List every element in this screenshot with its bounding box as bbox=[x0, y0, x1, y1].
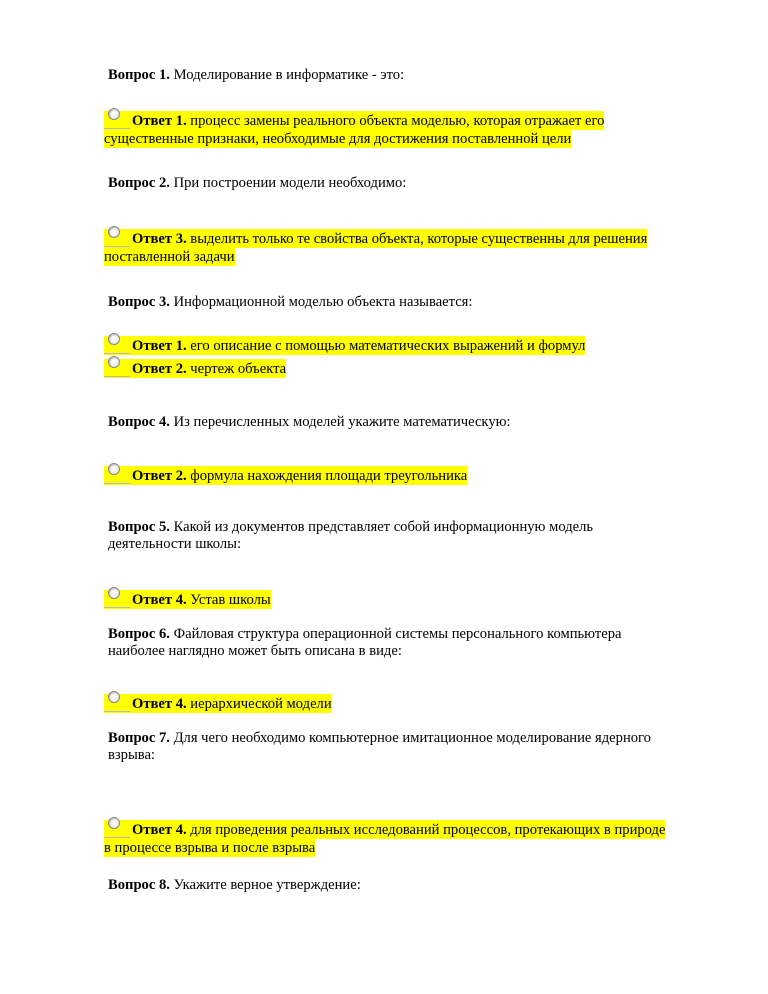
question-2 bbox=[108, 175, 728, 192]
radio-button-icon[interactable] bbox=[104, 466, 132, 482]
question-6 bbox=[108, 626, 728, 660]
answer-5-1 bbox=[104, 590, 724, 609]
answer-label: Ответ 1. bbox=[132, 113, 187, 129]
question-text: Информационной моделью объекта называется: bbox=[169, 294, 473, 310]
answer-label: Ответ 3. bbox=[132, 231, 187, 247]
question-text: Для чего необходимо компьютерное имитационное моделирование ядерного bbox=[169, 730, 651, 746]
radio-button-icon[interactable] bbox=[104, 820, 132, 836]
answer-label: Ответ 4. bbox=[132, 696, 187, 712]
radio-button-icon[interactable] bbox=[104, 111, 132, 127]
question-1 bbox=[108, 67, 728, 84]
question-text-line2: деятельности школы: bbox=[108, 536, 242, 552]
radio-button-icon[interactable] bbox=[104, 359, 132, 375]
answer-label: Ответ 4. bbox=[132, 822, 187, 838]
answer-text: чертеж объекта bbox=[186, 361, 287, 377]
question-label: Вопрос 4. bbox=[108, 414, 170, 430]
question-text: Укажите верное утверждение: bbox=[169, 877, 361, 893]
answer-text: Устав школы bbox=[186, 592, 271, 608]
radio-button-icon[interactable] bbox=[104, 229, 132, 245]
question-4 bbox=[108, 414, 728, 431]
question-text: Моделирование в информатике - это: bbox=[169, 67, 405, 83]
answer-label: Ответ 2. bbox=[132, 468, 187, 484]
question-label: Вопрос 7. bbox=[108, 730, 170, 746]
question-text-line2: взрыва: bbox=[108, 747, 155, 763]
question-text: Какой из документов представляет собой информационную модель bbox=[169, 519, 594, 535]
answer-label: Ответ 2. bbox=[132, 361, 187, 377]
answer-text: для проведения реальных исследований процессов, протекающих в природе bbox=[186, 822, 666, 838]
question-text: Из перечисленных моделей укажите математическую: bbox=[169, 414, 511, 430]
radio-button-icon[interactable] bbox=[104, 694, 132, 710]
answer-text-line2: в процессе взрыва и после взрыва bbox=[104, 840, 316, 856]
answer-text-line2: поставленной задачи bbox=[104, 249, 235, 265]
answer-label: Ответ 1. bbox=[132, 338, 187, 354]
answer-text-line2: существенные признаки, необходимые для достижения поставленной цели bbox=[104, 131, 572, 147]
question-label: Вопрос 1. bbox=[108, 67, 170, 83]
question-7 bbox=[108, 730, 728, 764]
answer-4-1 bbox=[104, 466, 724, 485]
answer-1-1 bbox=[104, 111, 724, 148]
question-label: Вопрос 5. bbox=[108, 519, 170, 535]
question-text-line2: наиболее наглядно может быть описана в виде: bbox=[108, 643, 402, 659]
answer-3-2 bbox=[104, 359, 724, 378]
answer-text: формула нахождения площади треугольника bbox=[186, 468, 468, 484]
question-label: Вопрос 6. bbox=[108, 626, 170, 642]
answer-2-1 bbox=[104, 229, 724, 266]
question-5 bbox=[108, 519, 728, 553]
question-text: При построении модели необходимо: bbox=[169, 175, 407, 191]
answer-text: иерархической модели bbox=[186, 696, 332, 712]
answer-6-1 bbox=[104, 694, 724, 713]
question-8 bbox=[108, 877, 728, 894]
question-text: Файловая структура операционной системы персонального компьютера bbox=[169, 626, 622, 642]
question-label: Вопрос 3. bbox=[108, 294, 170, 310]
radio-button-icon[interactable] bbox=[104, 590, 132, 606]
question-label: Вопрос 2. bbox=[108, 175, 170, 191]
answer-7-1 bbox=[104, 820, 724, 857]
question-3 bbox=[108, 294, 728, 311]
question-label: Вопрос 8. bbox=[108, 877, 170, 893]
answer-text: его описание с помощью математических выражений и формул bbox=[186, 338, 586, 354]
answer-text: выделить только те свойства объекта, которые существенны для решения bbox=[186, 231, 648, 247]
answer-label: Ответ 4. bbox=[132, 592, 187, 608]
answer-3-1 bbox=[104, 336, 724, 355]
radio-button-icon[interactable] bbox=[104, 336, 132, 352]
answer-text: процесс замены реального объекта моделью, которая отражает его bbox=[186, 113, 605, 129]
